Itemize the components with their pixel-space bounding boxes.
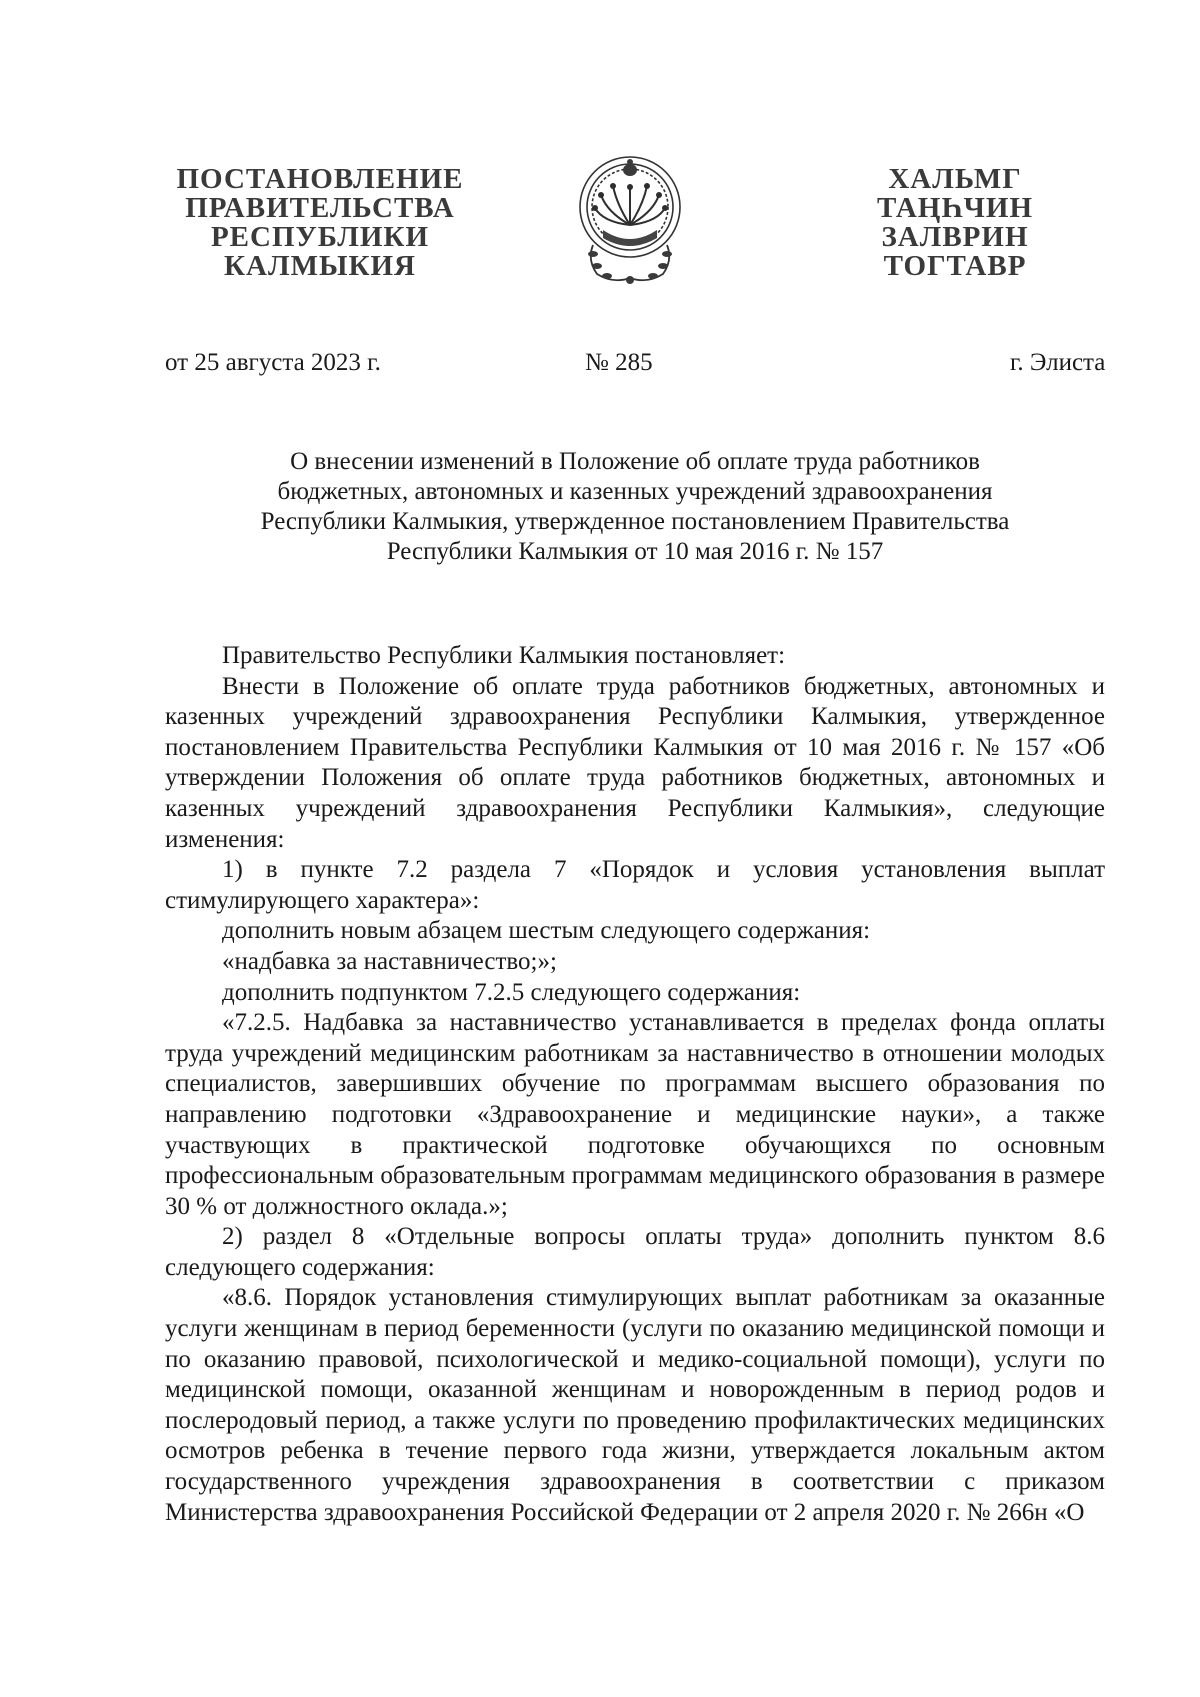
- header-right-line: ТОГТАВР: [883, 250, 1027, 282]
- header-kalmyk-title: [870, 165, 1040, 281]
- header-left-line: ПОСТАНОВЛЕНИЕ: [176, 163, 464, 195]
- document-title: [165, 447, 1105, 567]
- header-right-line: ТАҢҺЧИН: [876, 192, 1034, 224]
- body-paragraph: дополнить подпунктом 7.2.5 следующего содержания:: [222, 978, 801, 1006]
- body-paragraph: «8.6. Порядок установления стимулирующих выплат работникам за оказанные услуги женщинам в период беременности (услуги по оказанию медицинской помощи и по оказанию правовой, психологической и медико-социальной помощи), услуги по медицинской помощи, оказанной женщинам и новорожденным в период родов и послеродовый период, а также услуги по проведению профилактических медицинских осмотров ребенка в течение первого года жизни, утверждается локальным актом государственного учреждения здравоохранения в соответствии с приказом Министерства здравоохранения Российской Федерации от 2 апреля 2020 г. № 266н «О: [165, 1284, 1105, 1526]
- header-left-line: ПРАВИТЕЛЬСТВА: [185, 192, 455, 224]
- coat-of-arms-emblem-icon: [573, 150, 688, 290]
- body-paragraph: «надбавка за наставничество;»;: [222, 947, 557, 975]
- document-city: г. Элиста: [1010, 349, 1106, 376]
- title-line: О внесении изменений в Положение об оплате труда работников: [290, 448, 980, 475]
- document-body: [165, 641, 1105, 1528]
- body-paragraph: 1) в пункте 7.2 раздела 7 «Порядок и условия установления выплат стимулирующего характера»:: [165, 856, 1105, 914]
- document-date: от 25 августа 2023 г.: [165, 349, 381, 376]
- header-right-line: ХАЛЬМГ: [888, 163, 1022, 195]
- header-russian-title: [170, 165, 470, 281]
- body-paragraph: Правительство Республики Калмыкия постановляет:: [222, 642, 786, 669]
- header-left-line: КАЛМЫКИЯ: [224, 250, 416, 282]
- document-number: № 285: [585, 349, 653, 376]
- header-right-line: ЗАЛВРИН: [881, 221, 1029, 253]
- title-line: Республики Калмыкия от 10 мая 2016 г. № 157: [386, 538, 884, 565]
- title-line: Республики Калмыкия, утвержденное постановлением Правительства: [260, 508, 1010, 535]
- title-line: бюджетных, автономных и казенных учреждений здравоохранения: [277, 478, 993, 505]
- header-left-line: РЕСПУБЛИКИ: [210, 221, 430, 253]
- body-paragraph: дополнить новым абзацем шестым следующего содержания:: [222, 917, 871, 945]
- body-paragraph: «7.2.5. Надбавка за наставничество устанавливается в пределах фонда оплаты труда учреждений медицинским работникам за наставничество в отношении молодых специалистов, завершивших обучение по программам высшего образования по направлению подготовки «Здравоохранение и медицинские науки», а также участвующих в практической подготовке обучающихся по основным профессиональным образовательным программам медицинского образования в размере 30 % от должностного оклада.»;: [165, 1009, 1105, 1220]
- body-paragraph: 2) раздел 8 «Отдельные вопросы оплаты труда» дополнить пунктом 8.6 следующего содержания:: [165, 1223, 1105, 1281]
- body-paragraph: Внести в Положение об оплате труда работников бюджетных, автономных и казенных учреждений здравоохранения Республики Калмыкия, утвержденное постановлением Правительства Республики Калмыкия от 10 мая 2016 г. № 157 «Об утверждении Положения об оплате труда работников бюджетных, автономных и казенных учреждений здравоохранения Республики Калмыкия», следующие изменения:: [165, 672, 1105, 853]
